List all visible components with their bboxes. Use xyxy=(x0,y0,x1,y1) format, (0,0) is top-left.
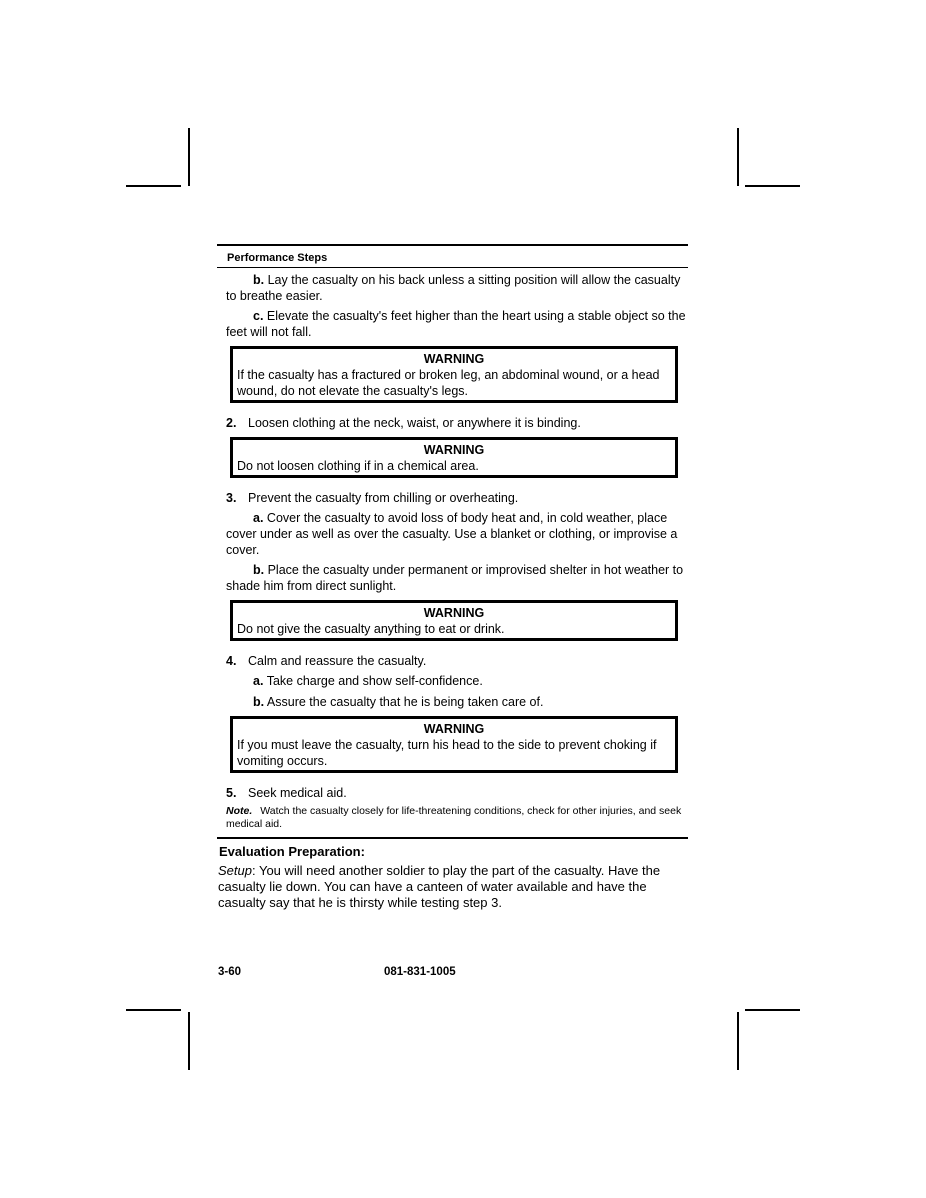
crop-mark-top-right-horizontal xyxy=(745,185,800,187)
substep-3a xyxy=(226,510,688,558)
step-5 xyxy=(226,785,688,801)
substep-text: Elevate the casualty's feet higher than the heart using a stable object so the feet will not fall. xyxy=(226,309,686,339)
page-content xyxy=(217,244,688,911)
substep-letter: b. xyxy=(253,563,265,577)
note xyxy=(226,805,688,831)
step-number: 3. xyxy=(226,491,237,505)
substep-letter: c. xyxy=(253,309,264,323)
warning-title: WARNING xyxy=(423,443,485,457)
step-text: Prevent the casualty from chilling or overheating. xyxy=(248,491,519,505)
substep-3b xyxy=(226,562,688,594)
note-label: Note. xyxy=(226,805,253,817)
crop-mark-bottom-left-vertical xyxy=(188,1012,190,1070)
warning-text: Do not give the casualty anything to eat or drink. xyxy=(237,622,505,636)
step-4 xyxy=(226,653,688,669)
evaluation-heading: Evaluation Preparation: xyxy=(219,844,365,859)
document-number: 081-831-1005 xyxy=(384,966,456,978)
step-text: Loosen clothing at the neck, waist, or anywhere it is binding. xyxy=(248,416,581,430)
warning-box xyxy=(230,600,678,641)
warning-text: If you must leave the casualty, turn his head to the side to prevent choking if vomiting occurs. xyxy=(237,738,657,768)
crop-mark-bottom-right-horizontal xyxy=(745,1009,800,1011)
section-header: Performance Steps xyxy=(217,246,688,268)
substep-letter: b. xyxy=(253,273,265,287)
crop-mark-bottom-right-vertical xyxy=(737,1012,739,1070)
warning-box xyxy=(230,346,678,403)
substep-b xyxy=(226,272,688,304)
step-number: 4. xyxy=(226,654,237,668)
substep-c xyxy=(226,308,688,340)
crop-mark-top-left-horizontal xyxy=(126,185,181,187)
step-2 xyxy=(226,415,688,431)
substep-4b xyxy=(226,694,688,710)
step-text: Calm and reassure the casualty. xyxy=(248,654,427,668)
substep-text: Take charge and show self-confidence. xyxy=(266,674,483,688)
substep-text: Place the casualty under permanent or improvised shelter in hot weather to shade him from direct sunlight. xyxy=(226,563,684,593)
setup-label: Setup xyxy=(218,863,252,878)
substep-text: Cover the casualty to avoid loss of body heat and, in cold weather, place cover under as well as over the casualty. Use a blanket or clothing, or improvise a cover. xyxy=(226,511,678,557)
setup-text: : You will need another soldier to play the part of the casualty. Have the casualty lie down. You can have a canteen of water available and have the casualty say that he is thirsty while testing step 3. xyxy=(218,863,661,910)
substep-text: Lay the casualty on his back unless a sitting position will allow the casualty to breathe easier. xyxy=(226,273,681,303)
step-3 xyxy=(226,490,688,506)
warning-title: WARNING xyxy=(423,606,485,620)
substep-letter: a. xyxy=(253,674,264,688)
warning-title: WARNING xyxy=(423,722,485,736)
substep-letter: b. xyxy=(253,695,265,709)
step-text: Seek medical aid. xyxy=(248,786,347,800)
crop-mark-top-left-vertical xyxy=(188,128,190,186)
step-number: 2. xyxy=(226,416,237,430)
note-text: Watch the casualty closely for life-threatening conditions, check for other injuries, and seek medical aid. xyxy=(226,805,682,830)
substep-text: Assure the casualty that he is being taken care of. xyxy=(266,695,544,709)
evaluation-setup xyxy=(217,863,688,911)
warning-text: Do not loosen clothing if in a chemical area. xyxy=(237,459,479,473)
performance-steps-body xyxy=(217,268,688,831)
crop-mark-bottom-left-horizontal xyxy=(126,1009,181,1011)
warning-text: If the casualty has a fractured or broken leg, an abdominal wound, or a head wound, do not elevate the casualty's legs. xyxy=(237,368,660,398)
warning-box xyxy=(230,716,678,773)
page-number: 3-60 xyxy=(218,966,242,978)
step-number: 5. xyxy=(226,786,237,800)
substep-letter: a. xyxy=(253,511,264,525)
crop-mark-top-right-vertical xyxy=(737,128,739,186)
warning-box xyxy=(230,437,678,478)
substep-4a xyxy=(226,673,688,689)
warning-title: WARNING xyxy=(423,352,485,366)
